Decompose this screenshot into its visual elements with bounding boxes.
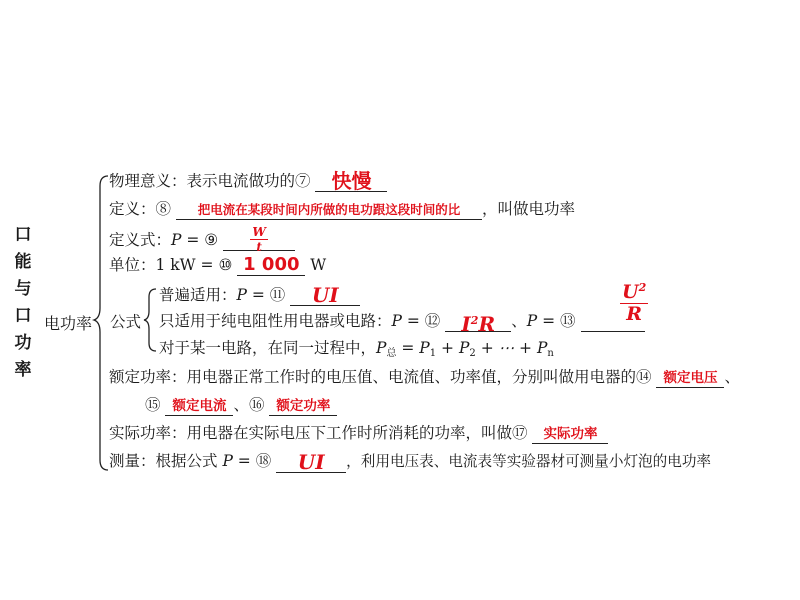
row-unit	[109, 254, 326, 276]
sub: 总	[386, 348, 397, 359]
expr: + P	[436, 339, 470, 357]
fraction-denominator: t	[256, 240, 262, 254]
row-physical-meaning	[109, 170, 387, 192]
blank-number: ⑪	[269, 286, 286, 304]
answer-text: 1 000	[243, 254, 300, 275]
row-text: 定义：	[109, 200, 156, 218]
row-actual	[109, 422, 608, 444]
sub: n	[547, 348, 554, 359]
answer-blank	[269, 395, 337, 416]
formula-brace	[144, 289, 156, 351]
section-title-char: 口	[14, 306, 32, 326]
var: P	[526, 312, 538, 330]
section-title-char: 功	[14, 333, 32, 353]
var: P	[391, 312, 402, 330]
row-text: 额定功率：用电器正常工作时的电压值、电流值、功率值，分别叫做用电器的	[109, 368, 637, 386]
expr: = P	[396, 339, 430, 357]
blank-number: ⑦	[295, 172, 311, 190]
row-text: 单位：1 kW =	[109, 256, 219, 274]
answer-blank	[223, 225, 295, 254]
answer-text: 把电流在某段时间内所做的电功跟这段时间的比	[197, 202, 461, 217]
eq: =	[232, 452, 256, 470]
eq: =	[246, 286, 270, 304]
section-title-char: 率	[14, 360, 32, 380]
numerator-sup: 2	[638, 281, 647, 294]
main-label: 电功率	[44, 314, 93, 333]
var: P	[236, 286, 247, 304]
answer-text: UI	[311, 283, 339, 307]
fraction-denominator: R	[626, 303, 643, 325]
eq: =	[181, 231, 205, 249]
expr: + ⋯ + P	[475, 339, 548, 357]
blank-number: ⑰	[512, 424, 528, 442]
separator: 、	[233, 396, 249, 414]
answer-text: UI	[297, 450, 325, 474]
row-pure-resistive	[159, 309, 645, 336]
blank-number: ⑩	[218, 256, 233, 274]
row-text: 测量：根据公式	[109, 452, 223, 470]
blank-number: ⑧	[155, 200, 172, 218]
var: P	[171, 231, 182, 249]
sub: 1	[429, 348, 437, 359]
blank-number: ⑫	[424, 312, 441, 330]
answer-fraction	[250, 226, 267, 253]
answer-text: 额定电流	[172, 398, 227, 414]
eq: =	[537, 312, 561, 330]
row-text-after: W	[310, 256, 327, 274]
row-rated	[109, 366, 740, 388]
answer-text: 实际功率	[543, 426, 598, 442]
blank-number: ⑨	[204, 231, 219, 249]
blank-number: ⑱	[255, 452, 272, 470]
answer-blank	[315, 171, 387, 192]
answer-blank	[176, 199, 482, 220]
answer-blank	[656, 367, 724, 388]
answer-tail: R	[478, 312, 496, 336]
answer-text: 额定电压	[663, 370, 718, 386]
answer-blank	[445, 311, 511, 336]
blank-number: ⑯	[248, 396, 265, 414]
row-text: 普遍适用：	[159, 286, 237, 304]
row-formula	[109, 225, 295, 254]
blank-number: ⑭	[636, 368, 652, 386]
row-text: 对于某一电路，在同一过程中，	[159, 339, 377, 357]
numerator-base: U	[622, 281, 639, 303]
formulas-label: 公式	[110, 313, 142, 331]
answer-blank	[532, 423, 608, 444]
blank-number: ⑮	[145, 396, 161, 414]
answer-base: I	[461, 312, 471, 336]
fraction-numerator: W	[252, 225, 266, 239]
separator: 、	[724, 368, 740, 386]
var: P	[222, 452, 233, 470]
row-text: 物理意义：表示电流做功的	[109, 172, 296, 190]
row-definition	[109, 198, 575, 220]
answer-blank	[290, 285, 360, 306]
answer-fraction	[620, 282, 648, 324]
answer-text: 快慢	[331, 169, 372, 193]
row-general	[159, 284, 360, 306]
row-text-after: ，叫做电功率	[481, 200, 575, 218]
section-title-char: 与	[14, 279, 32, 299]
row-measure	[109, 450, 711, 473]
fraction-numerator	[620, 282, 648, 304]
eq: =	[401, 312, 425, 330]
row-text-after: ，利用电压表、电流表等实验器材可测量小灯泡的电功率	[346, 453, 712, 470]
blank-number: ⑬	[560, 312, 576, 330]
sub: 2	[469, 348, 476, 359]
var: P	[376, 339, 387, 357]
answer-blank	[276, 452, 346, 473]
section-title-char: 口	[14, 225, 32, 245]
answer-blank	[237, 255, 305, 276]
answer-text: 额定功率	[276, 398, 331, 414]
row-text: 定义式：	[109, 231, 172, 249]
row-sum	[159, 337, 554, 365]
row-text: 实际功率：用电器在实际电压下工作时所消耗的功率，叫做	[109, 424, 513, 442]
answer-blank	[165, 395, 233, 416]
section-title-char: 能	[14, 252, 32, 272]
answer-text	[461, 312, 495, 336]
main-brace	[94, 176, 108, 470]
row-rated-cont	[145, 394, 337, 416]
answer-sup: 2	[470, 314, 479, 327]
row-text: 只适用于纯电阻性用电器或电路：	[159, 312, 392, 330]
separator: 、	[511, 312, 527, 330]
